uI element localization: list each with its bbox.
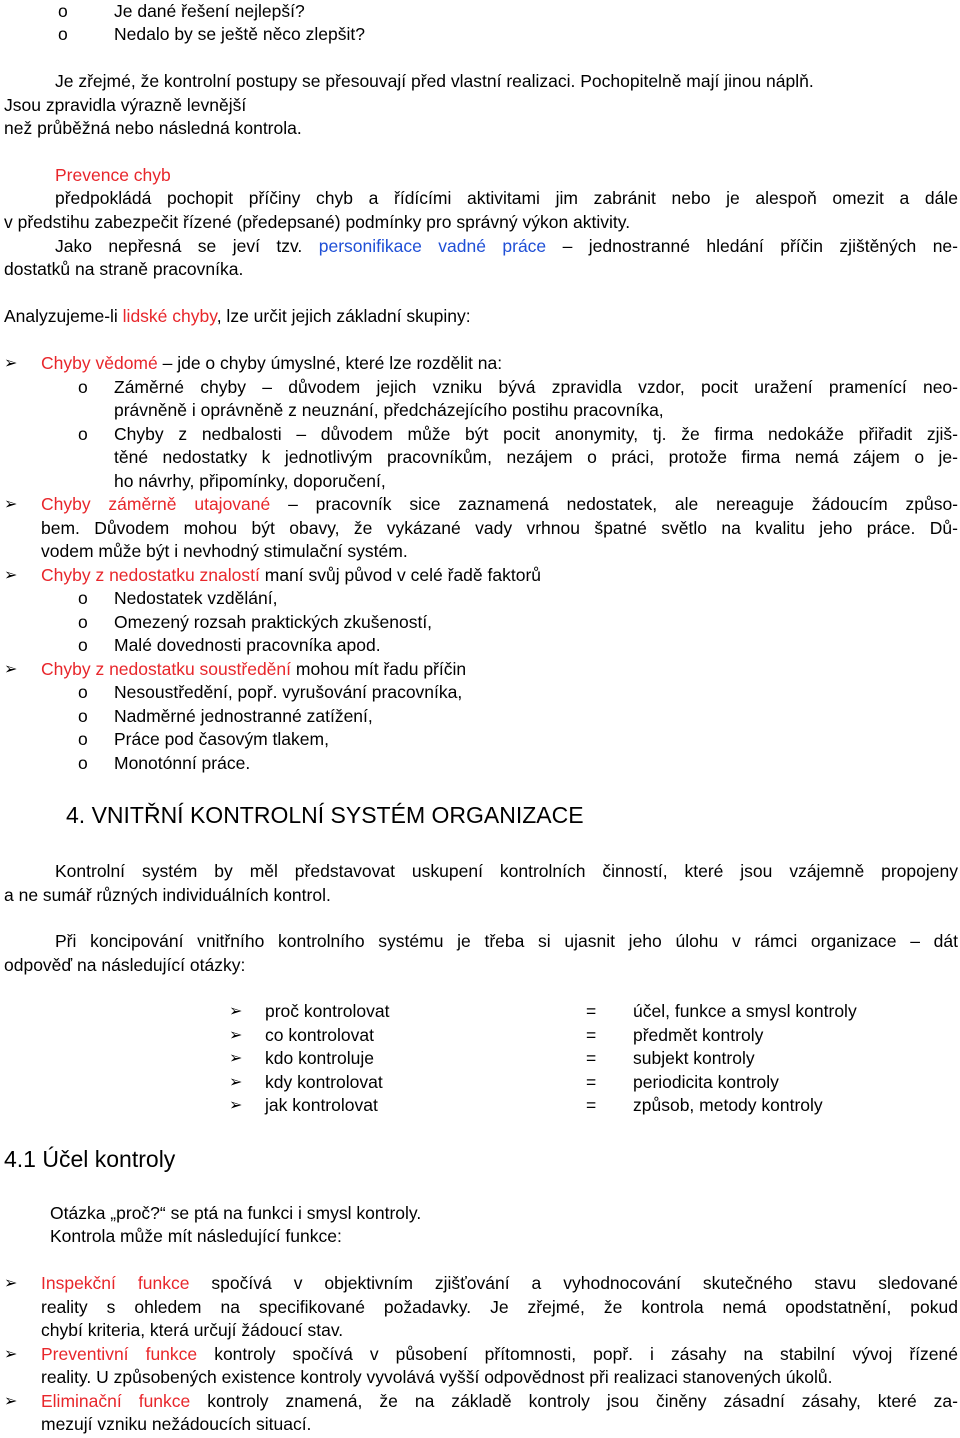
arrow-bullet-icon: ➢ — [4, 353, 18, 372]
list-item: bem. Důvodem mohou být obavy, že vykázané vady vrhnou špatné světlo na kvalitu jeho práce. Dů- — [41, 518, 958, 538]
paragraph-line: Otázka „proč?“ se ptá na funkci i smysl kontroly. — [50, 1203, 422, 1223]
list-item: Záměrné chyby – důvodem jejich vzniku bývá zpravidla vzdor, pocit uražení pramenící neo- — [114, 377, 958, 397]
question: proč kontrolovat — [265, 1001, 390, 1021]
arrow-bullet-icon: ➢ — [4, 565, 18, 584]
paragraph-line: Je zřejmé, že kontrolní postupy se přesouvají před vlastní realizaci. Pochopitelně mají jinou náplň. — [55, 71, 814, 91]
paragraph-line: Kontrolní systém by měl představovat uskupení kontrolních činností, které jsou vzájemně propojeny — [55, 861, 958, 881]
subsection-heading: 4.1 Účel kontroly — [4, 1146, 176, 1172]
list-item: těné nedostatky k jednotlivým pracovníkům, nezájem o práci, protože firma nemá zájem o je- — [114, 447, 958, 467]
answer: periodicita kontroly — [633, 1072, 779, 1092]
list-item: Chyby z nedostatku znalostí maní svůj původ v celé řadě faktorů — [41, 565, 542, 585]
question: kdy kontrolovat — [265, 1072, 383, 1092]
list-item: Chyby vědomé – jde o chyby úmyslné, které lze rozdělit na: — [41, 353, 503, 373]
equals-sign: = — [586, 1095, 597, 1115]
list-item: Omezený rozsah praktických zkušeností, — [114, 612, 433, 632]
arrow-bullet-icon: ➢ — [4, 494, 18, 513]
equals-sign: = — [586, 1025, 597, 1045]
list-item: Nedalo by se ještě něco zlepšit? — [114, 24, 365, 44]
list-item: právněně i oprávněně z neuznání, předcházejícího postihu pracovníka, — [114, 400, 664, 420]
arrow-bullet-icon: ➢ — [229, 1001, 243, 1020]
list-bullet: o — [78, 377, 88, 397]
answer: subjekt kontroly — [633, 1048, 755, 1068]
paragraph-line: v předstihu zabezpečit řízené (předepsané) podmínky pro správný výkon aktivity. — [4, 212, 631, 232]
arrow-bullet-icon: ➢ — [4, 1391, 18, 1410]
list-item: Monotónní práce. — [114, 753, 251, 773]
answer: účel, funkce a smysl kontroly — [633, 1001, 857, 1021]
paragraph-line: a ne sumář různých individuálních kontrol. — [4, 885, 331, 905]
list-bullet: o — [78, 635, 88, 655]
list-bullet: o — [78, 682, 88, 702]
list-item: Malé dovednosti pracovníka apod. — [114, 635, 381, 655]
question: co kontrolovat — [265, 1025, 374, 1045]
list-item: Chyby záměrně utajované – pracovník sice zaznamená nedostatek, ale nereaguje žádoucím způso- — [41, 494, 959, 514]
list-bullet: o — [78, 612, 88, 632]
list-item: Chyby z nedostatku soustředění mohou mít řadu příčin — [41, 659, 467, 679]
arrow-bullet-icon: ➢ — [229, 1072, 243, 1091]
arrow-bullet-icon: ➢ — [4, 1273, 18, 1292]
list-bullet: o — [58, 24, 68, 44]
arrow-bullet-icon: ➢ — [229, 1095, 243, 1114]
list-item: Je dané řešení nejlepší? — [114, 1, 305, 21]
equals-sign: = — [586, 1072, 597, 1092]
paragraph-line: Jsou zpravidla výrazně levnější — [4, 95, 247, 115]
list-item: mezují vzniku nežádoucích situací. — [41, 1414, 312, 1434]
list-bullet: o — [78, 424, 88, 444]
list-bullet: o — [78, 729, 88, 749]
paragraph-line: odpověď na následující otázky: — [4, 955, 246, 975]
list-bullet: o — [58, 1, 68, 21]
equals-sign: = — [586, 1001, 597, 1021]
paragraph-line: Analyzujeme-li lidské chyby, lze určit jejich základní skupiny: — [4, 306, 471, 326]
list-bullet: o — [78, 753, 88, 773]
paragraph-line: Kontrola může mít následující funkce: — [50, 1226, 342, 1246]
list-item: Nedostatek vzdělání, — [114, 588, 278, 608]
list-bullet: o — [78, 706, 88, 726]
question: jak kontrolovat — [265, 1095, 378, 1115]
list-bullet: o — [78, 588, 88, 608]
paragraph-line: Jako nepřesná se jeví tzv. personifikace vadné práce – jednostranné hledání příčin zjištěných ne- — [55, 236, 958, 256]
paragraph-line: Při koncipování vnitřního kontrolního systému je třeba si ujasnit jeho úlohu v rámci organizace – dát — [55, 931, 958, 951]
prevence-title: Prevence chyb — [55, 165, 171, 185]
equals-sign: = — [586, 1048, 597, 1068]
arrow-bullet-icon: ➢ — [4, 1344, 18, 1363]
arrow-bullet-icon: ➢ — [229, 1025, 243, 1044]
list-item: Eliminační funkce kontroly znamená, že na základě kontroly jsou činěny zásadní zásahy, které za- — [41, 1391, 958, 1411]
list-item: Práce pod časovým tlakem, — [114, 729, 329, 749]
list-item: reality s ohledem na specifikované požadavky. Je zřejmé, že kontrola nemá opodstatnění, pokud — [41, 1297, 958, 1317]
list-item: ho návrhy, připomínky, doporučení, — [114, 471, 386, 491]
list-item: reality. U způsobených existence kontroly vyvolává vyšší odpovědnost při realizaci stanovených úkolů. — [41, 1367, 833, 1387]
list-item: vodem může být i nevhodný stimulační systém. — [41, 541, 408, 561]
list-item: chybí kriteria, která určují žádoucí stav. — [41, 1320, 344, 1340]
paragraph-line: dostatků na straně pracovníka. — [4, 259, 244, 279]
arrow-bullet-icon: ➢ — [4, 659, 18, 678]
list-item: Chyby z nedbalosti – důvodem může být pocit anonymity, tj. že firma nedokáže přiřadit zjiš- — [114, 424, 958, 444]
section-heading: 4. VNITŘNÍ KONTROLNÍ SYSTÉM ORGANIZACE — [66, 802, 584, 828]
answer: předmět kontroly — [633, 1025, 764, 1045]
list-item: Preventivní funkce kontroly spočívá v působení přítomnosti, popř. i zásahy na stabilní vývoj řízené — [41, 1344, 958, 1364]
paragraph-line: předpokládá pochopit příčiny chyb a řídícími aktivitami jim zabránit nebo je alespoň omezit a dále — [55, 188, 958, 208]
answer: způsob, metody kontroly — [633, 1095, 823, 1115]
list-item: Nesoustředění, popř. vyrušování pracovníka, — [114, 682, 463, 702]
arrow-bullet-icon: ➢ — [229, 1048, 243, 1067]
list-item: Nadměrné jednostranné zatížení, — [114, 706, 373, 726]
list-item: Inspekční funkce spočívá v objektivním zjišťování a vyhodnocování skutečného stavu sledované — [41, 1273, 958, 1293]
paragraph-line: než průběžná nebo následná kontrola. — [4, 118, 302, 138]
question: kdo kontroluje — [265, 1048, 374, 1068]
